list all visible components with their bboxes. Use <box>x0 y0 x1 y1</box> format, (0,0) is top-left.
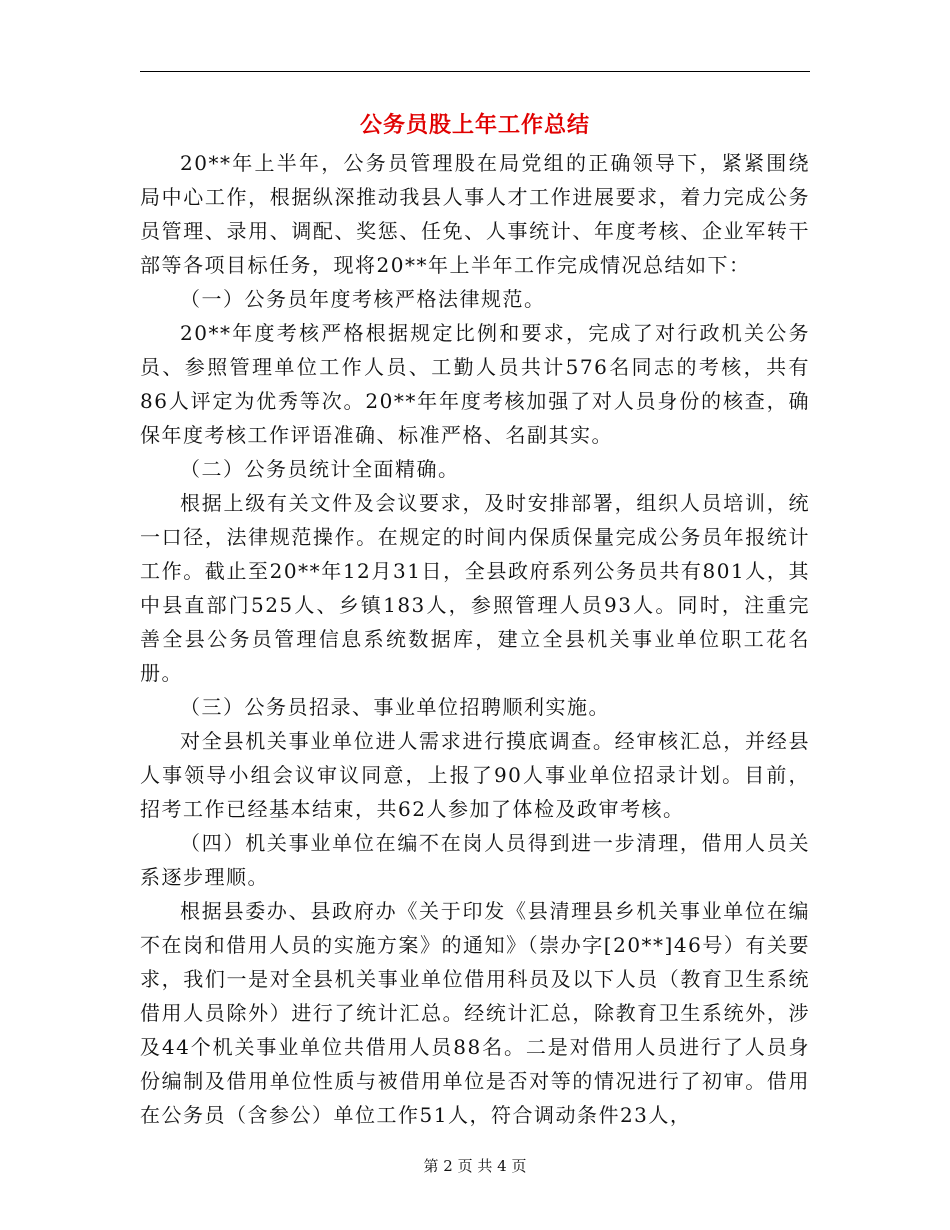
document-body <box>140 146 810 1132</box>
document-title: 公务员股上年工作总结 <box>359 112 590 138</box>
section-heading-2: （二）公务员统计全面精确。 <box>180 457 460 481</box>
paragraph-section-1: 20**年度考核严格根据规定比例和要求，完成了对行政机关公务员、参照管理单位工作人员、工勤人员共计576名同志的考核，共有86人评定为优秀等次。20**年年度考核加强了对人员身份的核查，确保年度考核工作评语准确、标准严格、名副其实。 <box>140 321 810 447</box>
section-heading-3: （三）公务员招录、事业单位招聘顺利实施。 <box>180 695 610 719</box>
section-heading-1: （一）公务员年度考核严格法律规范。 <box>180 287 546 311</box>
paragraph-section-2: 根据上级有关文件及会议要求，及时安排部署，组织人员培训，统一口径，法律规范操作。在规定的时间内保质保量完成公务员年报统计工作。截止至20**年12月31日，全县政府系列公务员共有801人，其中县直部门525人、乡镇183人，参照管理人员93人。同时，注重完善全县公务员管理信息系统数据库，建立全县机关事业单位职工花名册。 <box>140 491 810 685</box>
header-rule <box>140 71 810 72</box>
page-footer: 第 2 页 共 4 页 <box>423 1157 527 1175</box>
section-heading-4: （四）机关事业单位在编不在岗人员得到进一步清理，借用人员关系逐步理顺。 <box>140 831 810 889</box>
paragraph-section-4: 根据县委办、县政府办《关于印发《县清理县乡机关事业单位在编不在岗和借用人员的实施方案》的通知》（崇办字[20**]46号）有关要求，我们一是对全县机关事业单位借用科员及以下人员（教育卫生系统借用人员除外）进行了统计汇总。经统计汇总，除教育卫生系统外，涉及44个机关事业单位共借用人员88名。二是对借用人员进行了人员身份编制及借用单位性质与被借用单位是否对等的情况进行了初审。借用在公务员（含参公）单位工作51人，符合调动条件23人， <box>140 899 810 1127</box>
paragraph-intro: 20**年上半年，公务员管理股在局党组的正确领导下，紧紧围绕局中心工作，根据纵深推动我县人事人才工作进展要求，着力完成公务员管理、录用、调配、奖惩、任免、人事统计、年度考核、企业军转干部等各项目标任务，现将20**年上半年工作完成情况总结如下： <box>140 151 810 277</box>
paragraph-section-3: 对全县机关事业单位进人需求进行摸底调查。经审核汇总，并经县人事领导小组会议审议同意，上报了90人事业单位招录计划。目前，招考工作已经基本结束，共62人参加了体检及政审考核。 <box>140 729 810 821</box>
